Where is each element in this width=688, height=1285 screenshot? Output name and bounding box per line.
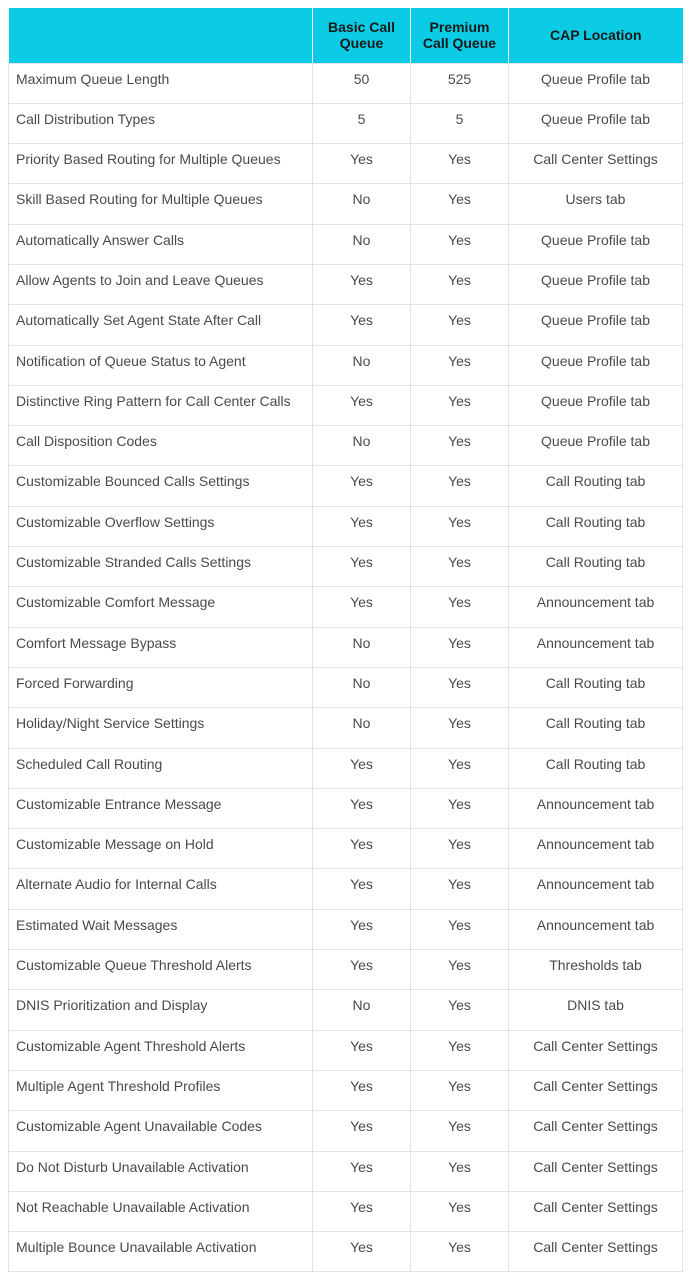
feature-cell: Estimated Wait Messages (9, 909, 313, 949)
table-row (9, 1232, 683, 1272)
feature-cell: Customizable Bounced Calls Settings (9, 466, 313, 506)
basic-value-cell: Yes (313, 1151, 411, 1191)
premium-value-cell: Yes (411, 184, 509, 224)
premium-value-cell: Yes (411, 305, 509, 345)
premium-value-cell: Yes (411, 506, 509, 546)
table-row (9, 264, 683, 304)
table-row (9, 829, 683, 869)
premium-value-cell: Yes (411, 990, 509, 1030)
cap-location-cell: Call Center Settings (509, 144, 683, 184)
feature-cell: Customizable Agent Threshold Alerts (9, 1030, 313, 1070)
premium-value-cell: Yes (411, 426, 509, 466)
cap-location-cell: Call Center Settings (509, 1030, 683, 1070)
feature-cell: Distinctive Ring Pattern for Call Center Calls (9, 385, 313, 425)
cap-location-cell: Announcement tab (509, 627, 683, 667)
basic-value-cell: Yes (313, 264, 411, 304)
cap-location-cell: Queue Profile tab (509, 224, 683, 264)
cap-location-cell: Call Routing tab (509, 708, 683, 748)
table-body (9, 63, 683, 1272)
basic-value-cell: Yes (313, 385, 411, 425)
table-row (9, 1191, 683, 1231)
table-row (9, 667, 683, 707)
basic-value-cell: Yes (313, 1111, 411, 1151)
cap-location-cell: Call Center Settings (509, 1232, 683, 1272)
table-row (9, 305, 683, 345)
premium-value-cell: 5 (411, 103, 509, 143)
feature-cell: Allow Agents to Join and Leave Queues (9, 264, 313, 304)
basic-value-cell: Yes (313, 950, 411, 990)
premium-value-cell: Yes (411, 385, 509, 425)
basic-value-cell: Yes (313, 144, 411, 184)
premium-value-cell: Yes (411, 1070, 509, 1110)
cap-location-cell: Call Center Settings (509, 1070, 683, 1110)
premium-value-cell: Yes (411, 829, 509, 869)
basic-value-cell: Yes (313, 506, 411, 546)
feature-cell: Notification of Queue Status to Agent (9, 345, 313, 385)
table-row (9, 909, 683, 949)
basic-value-cell: 50 (313, 63, 411, 103)
feature-cell: DNIS Prioritization and Display (9, 990, 313, 1030)
basic-value-cell: No (313, 990, 411, 1030)
cap-location-cell: Queue Profile tab (509, 426, 683, 466)
feature-cell: Maximum Queue Length (9, 63, 313, 103)
premium-value-cell: Yes (411, 264, 509, 304)
cap-location-cell: Announcement tab (509, 869, 683, 909)
basic-value-cell: Yes (313, 748, 411, 788)
cap-location-cell: DNIS tab (509, 990, 683, 1030)
cap-location-cell: Queue Profile tab (509, 305, 683, 345)
feature-cell: Scheduled Call Routing (9, 748, 313, 788)
basic-value-cell: Yes (313, 547, 411, 587)
cap-location-cell: Queue Profile tab (509, 103, 683, 143)
table-row (9, 1151, 683, 1191)
feature-cell: Customizable Queue Threshold Alerts (9, 950, 313, 990)
cap-location-cell: Thresholds tab (509, 950, 683, 990)
premium-value-cell: Yes (411, 345, 509, 385)
basic-value-cell: Yes (313, 1070, 411, 1110)
cap-location-cell: Call Center Settings (509, 1151, 683, 1191)
premium-value-cell: Yes (411, 466, 509, 506)
premium-value-cell: Yes (411, 667, 509, 707)
premium-value-cell: Yes (411, 1151, 509, 1191)
premium-value-cell: Yes (411, 627, 509, 667)
premium-value-cell: Yes (411, 547, 509, 587)
cap-location-cell: Users tab (509, 184, 683, 224)
table-row (9, 345, 683, 385)
basic-value-cell: No (313, 667, 411, 707)
premium-value-cell: Yes (411, 1030, 509, 1070)
cap-location-cell: Announcement tab (509, 587, 683, 627)
table-row (9, 788, 683, 828)
feature-cell: Not Reachable Unavailable Activation (9, 1191, 313, 1231)
feature-cell: Holiday/Night Service Settings (9, 708, 313, 748)
basic-value-cell: Yes (313, 788, 411, 828)
basic-value-cell: No (313, 426, 411, 466)
table-row (9, 587, 683, 627)
premium-value-cell: 525 (411, 63, 509, 103)
basic-value-cell: Yes (313, 869, 411, 909)
table-row (9, 224, 683, 264)
premium-value-cell: Yes (411, 748, 509, 788)
basic-value-cell: Yes (313, 1191, 411, 1231)
premium-value-cell: Yes (411, 708, 509, 748)
cap-location-cell: Announcement tab (509, 788, 683, 828)
premium-value-cell: Yes (411, 950, 509, 990)
call-queue-comparison-table (8, 8, 683, 1272)
cap-location-cell: Call Center Settings (509, 1191, 683, 1231)
table-row (9, 103, 683, 143)
feature-cell: Multiple Agent Threshold Profiles (9, 1070, 313, 1110)
basic-value-cell: Yes (313, 1030, 411, 1070)
premium-value-cell: Yes (411, 587, 509, 627)
premium-value-cell: Yes (411, 1191, 509, 1231)
table-row (9, 547, 683, 587)
table-row (9, 1030, 683, 1070)
table-header (9, 8, 683, 63)
table-row (9, 950, 683, 990)
table-row (9, 627, 683, 667)
feature-cell: Do Not Disturb Unavailable Activation (9, 1151, 313, 1191)
header-cap-location: CAP Location (509, 8, 683, 63)
premium-value-cell: Yes (411, 1232, 509, 1272)
cap-location-cell: Announcement tab (509, 909, 683, 949)
table-row (9, 748, 683, 788)
premium-value-cell: Yes (411, 1111, 509, 1151)
premium-value-cell: Yes (411, 788, 509, 828)
feature-cell: Customizable Agent Unavailable Codes (9, 1111, 313, 1151)
table-row (9, 184, 683, 224)
basic-value-cell: No (313, 184, 411, 224)
cap-location-cell: Call Routing tab (509, 748, 683, 788)
table-row (9, 426, 683, 466)
cap-location-cell: Call Routing tab (509, 506, 683, 546)
basic-value-cell: No (313, 345, 411, 385)
basic-value-cell: Yes (313, 305, 411, 345)
basic-value-cell: No (313, 708, 411, 748)
header-basic-call-queue: Basic Call Queue (313, 8, 411, 63)
cap-location-cell: Call Routing tab (509, 466, 683, 506)
premium-value-cell: Yes (411, 144, 509, 184)
feature-cell: Automatically Set Agent State After Call (9, 305, 313, 345)
cap-location-cell: Queue Profile tab (509, 385, 683, 425)
cap-location-cell: Call Center Settings (509, 1111, 683, 1151)
basic-value-cell: Yes (313, 587, 411, 627)
cap-location-cell: Call Routing tab (509, 547, 683, 587)
premium-value-cell: Yes (411, 224, 509, 264)
feature-cell: Skill Based Routing for Multiple Queues (9, 184, 313, 224)
cap-location-cell: Queue Profile tab (509, 264, 683, 304)
cap-location-cell: Call Routing tab (509, 667, 683, 707)
feature-cell: Multiple Bounce Unavailable Activation (9, 1232, 313, 1272)
header-feature (9, 8, 313, 63)
header-row (9, 8, 683, 63)
feature-cell: Customizable Message on Hold (9, 829, 313, 869)
feature-cell: Automatically Answer Calls (9, 224, 313, 264)
feature-cell: Comfort Message Bypass (9, 627, 313, 667)
basic-value-cell: Yes (313, 1232, 411, 1272)
feature-cell: Alternate Audio for Internal Calls (9, 869, 313, 909)
table-row (9, 385, 683, 425)
table-row (9, 144, 683, 184)
feature-cell: Forced Forwarding (9, 667, 313, 707)
cap-location-cell: Queue Profile tab (509, 345, 683, 385)
feature-cell: Call Distribution Types (9, 103, 313, 143)
table-row (9, 1070, 683, 1110)
feature-cell: Customizable Overflow Settings (9, 506, 313, 546)
premium-value-cell: Yes (411, 909, 509, 949)
cap-location-cell: Announcement tab (509, 829, 683, 869)
feature-cell: Customizable Entrance Message (9, 788, 313, 828)
feature-cell: Customizable Stranded Calls Settings (9, 547, 313, 587)
premium-value-cell: Yes (411, 869, 509, 909)
basic-value-cell: Yes (313, 909, 411, 949)
feature-cell: Priority Based Routing for Multiple Queues (9, 144, 313, 184)
basic-value-cell: 5 (313, 103, 411, 143)
basic-value-cell: No (313, 224, 411, 264)
feature-cell: Customizable Comfort Message (9, 587, 313, 627)
table-row (9, 506, 683, 546)
cap-location-cell: Queue Profile tab (509, 63, 683, 103)
basic-value-cell: Yes (313, 829, 411, 869)
feature-cell: Call Disposition Codes (9, 426, 313, 466)
table-row (9, 466, 683, 506)
comparison-table-container (8, 8, 682, 1272)
table-row (9, 63, 683, 103)
table-row (9, 708, 683, 748)
header-premium-call-queue: Premium Call Queue (411, 8, 509, 63)
basic-value-cell: Yes (313, 466, 411, 506)
table-row (9, 1111, 683, 1151)
basic-value-cell: No (313, 627, 411, 667)
table-row (9, 869, 683, 909)
table-row (9, 990, 683, 1030)
